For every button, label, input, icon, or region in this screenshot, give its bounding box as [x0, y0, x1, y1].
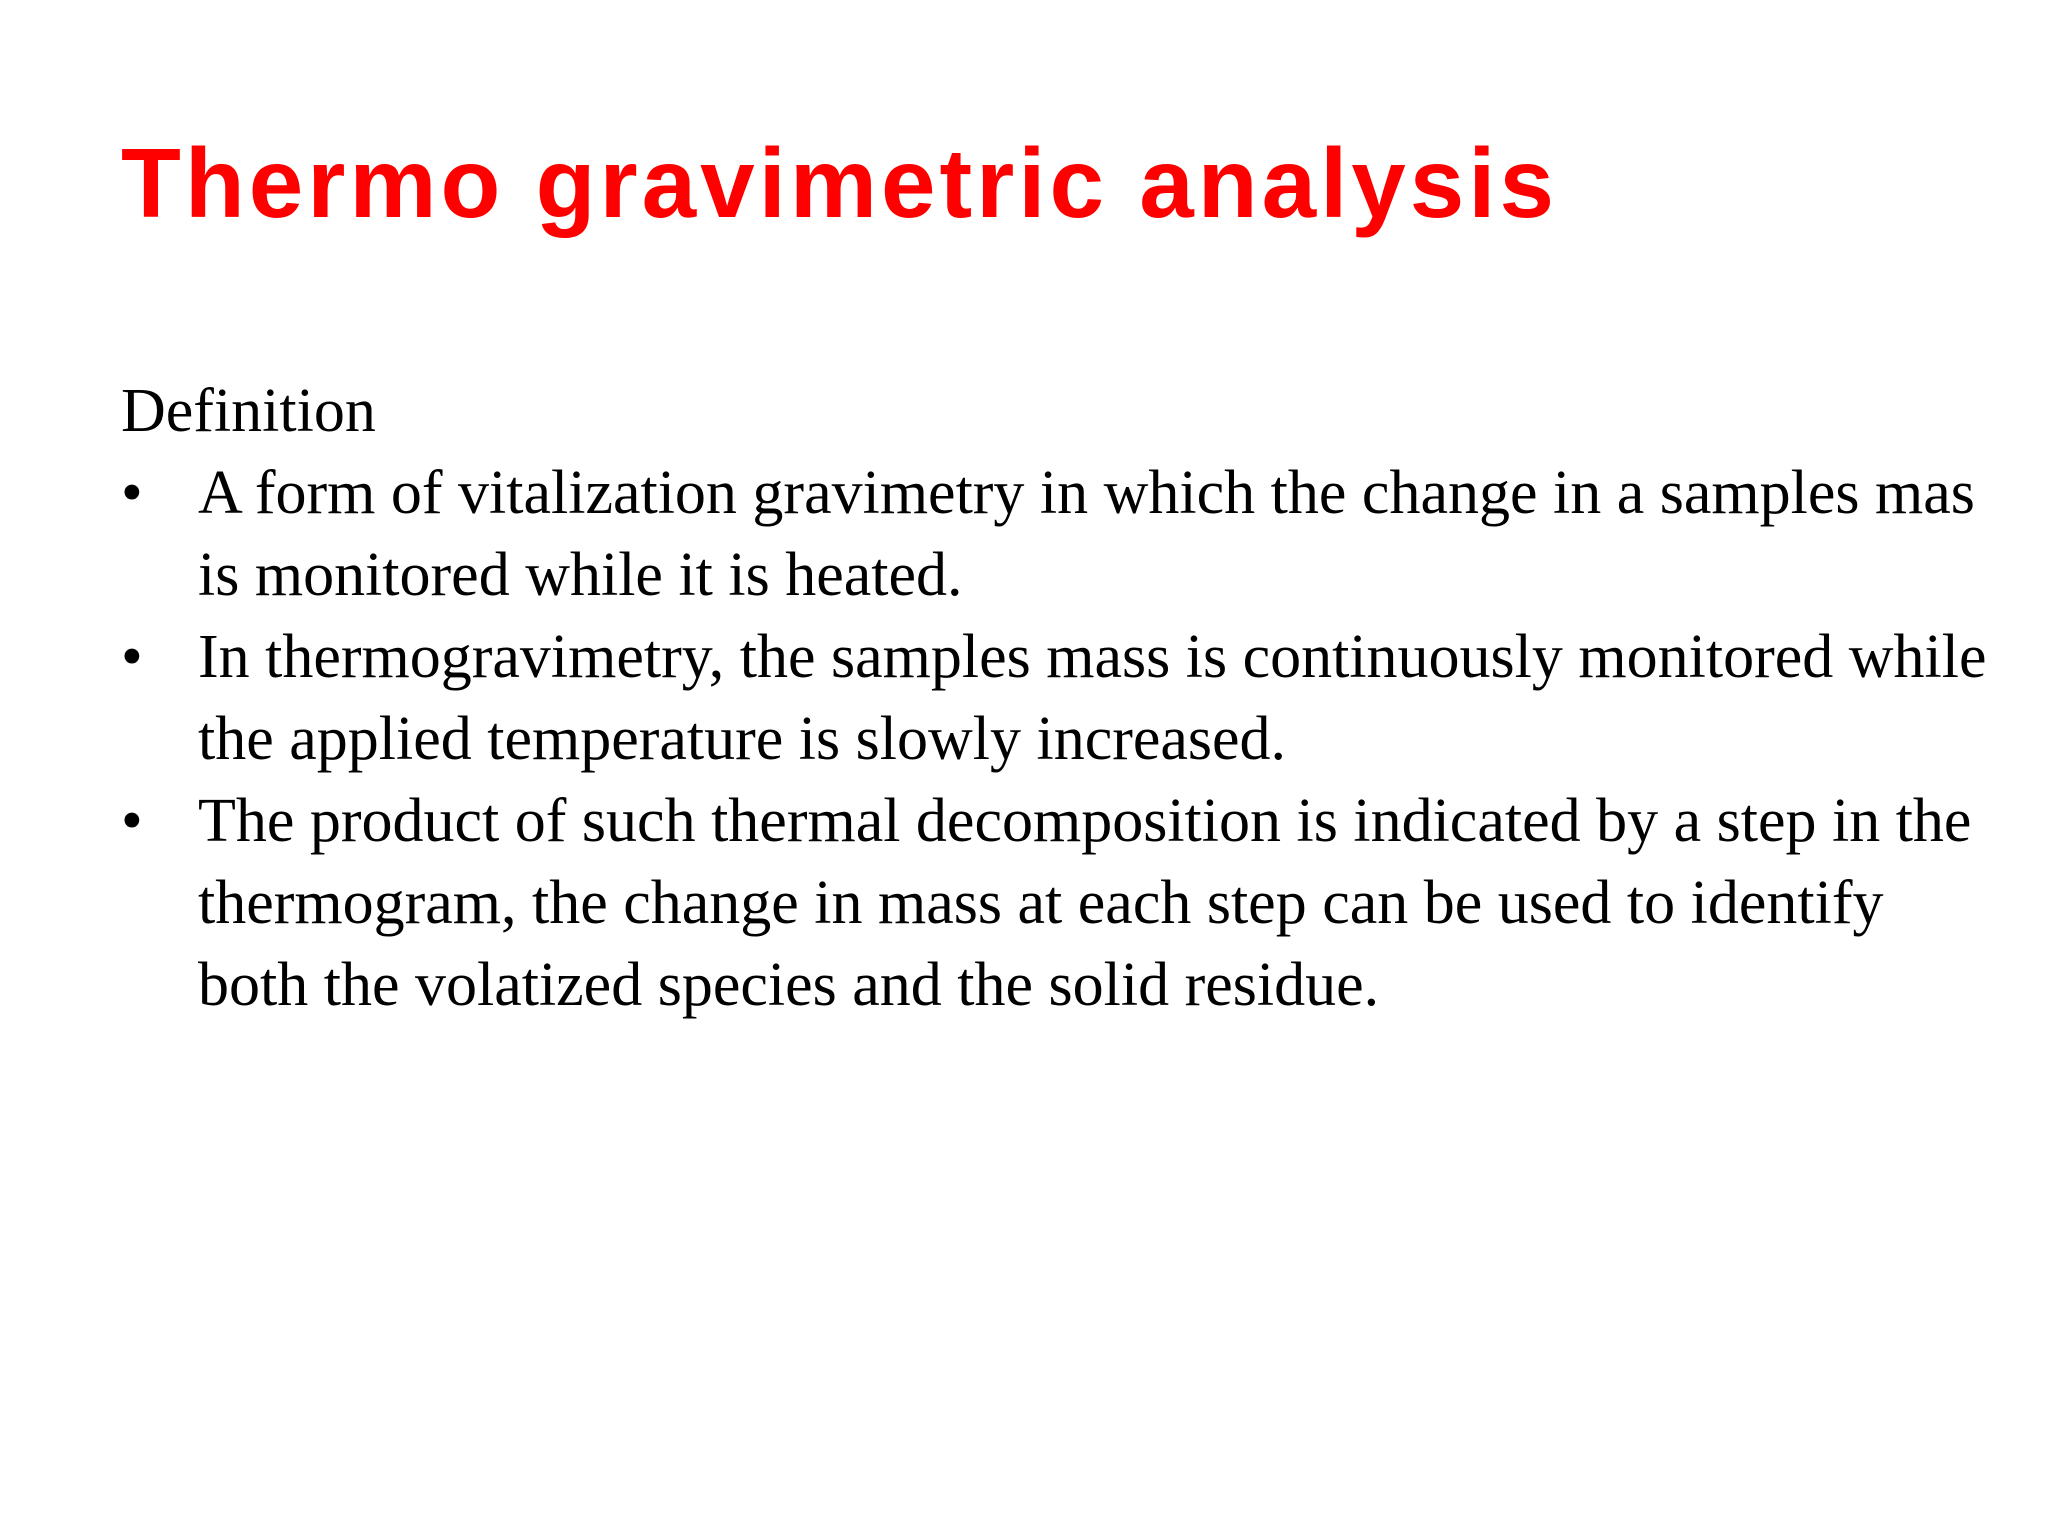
bullet-list — [121, 452, 2001, 1026]
bullet-text: A form of vitalization gravimetry in which the change in a samples mas is monitored while it is heated. — [198, 459, 1975, 609]
bullet-text: The product of such thermal decomposition is indicated by a step in the thermogram, the change in mass at each step can be used to identify both the volatized species and the solid residue. — [198, 787, 1972, 1019]
bullet-item — [121, 780, 2001, 1026]
bullet-item — [121, 616, 2001, 780]
bullet-item — [121, 452, 2001, 616]
slide-title: Thermo gravimetric analysis — [121, 128, 1559, 238]
slide-body — [121, 370, 2001, 1026]
section-heading: Definition — [121, 377, 376, 445]
bullet-icon: • — [121, 459, 143, 527]
bullet-icon: • — [121, 787, 143, 855]
bullet-icon: • — [121, 623, 143, 691]
bullet-text: In thermogravimetry, the samples mass is continuously monitored while the applied temperature is slowly increased. — [198, 623, 1987, 773]
